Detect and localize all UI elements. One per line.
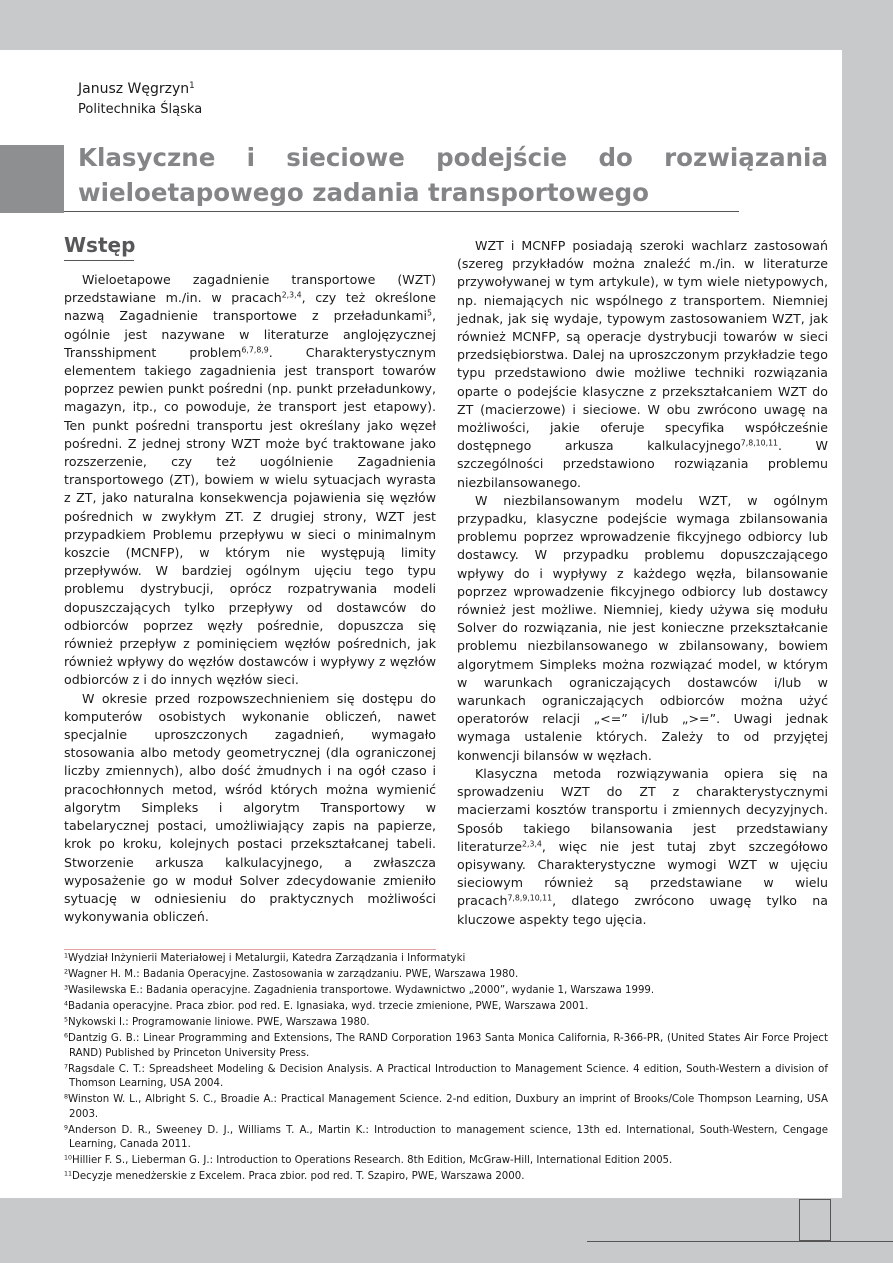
footnote-number: 2 bbox=[64, 968, 69, 976]
footnote-text: Decyzje menedżerskie z Excelem. Praca zbior. pod red. T. Szapiro, PWE, Warszawa 2000. bbox=[72, 1171, 525, 1182]
paragraph bbox=[457, 765, 828, 929]
paragraph-text: , więc nie jest tutaj zbyt szczegółowo opisywany. Charakterystyczne wymogi WZT w ujęciu sieciowym również są przedstawiane w wielu pracach bbox=[457, 838, 828, 909]
section-heading: Wstęp bbox=[64, 233, 136, 257]
paragraph-text: WZT i MCNFP posiadają szeroki wachlarz zastosowań (szereg przykładów można znaleźć m./in. w literaturze przywoływanej w tym artykule), w tym wiele nietypowych, np. niemających nic wspólnego z transportem. Niemniej jednak, jak się wydaje, typowym zastosowaniem WZT, jak również MCNFP, są operacje dystrybucji towarów w sieci przedsiębiorstwa. Dalej na uproszczonym przykładzie tego typu przedstawiono dwie możliwe techniki rozwiązania oparte o podejście klasyczne z przekształcaniem WZT do ZT (macierzowe) i sieciowe. W obu zwrócono uwagę na możliwości, jakie oferuje specyfika współcześnie dostępnego arkusza kalkulacyjnego bbox=[457, 238, 828, 454]
footnote-text: Anderson D. R., Sweeney D. J., Williams T. A., Martin K.: Introduction to management science, 13th ed. International, South-Western, Cengage Learning, Canada 2011. bbox=[68, 1124, 828, 1150]
paragraph-text: Klasyczna metoda rozwiązywania opiera się na sprowadzeniu WZT do ZT z charakterystycznymi macierzami kosztów transportu i zmiennych decyzyjnych. Sposób takiego bilansowania jest przedstawiany literaturze bbox=[457, 765, 828, 854]
footnote-number: 6 bbox=[64, 1032, 69, 1040]
footnote-text: Dantzig G. B.: Linear Programming and Extensions, The RAND Corporation 1963 Santa Monica California, R-366-PR, (United States Air Force Project RAND) Published by Princeton University Press. bbox=[68, 1033, 828, 1059]
paragraph-text: , dlatego zwrócono uwagę tylko na kluczowe aspekty tego ujęcia. bbox=[457, 893, 828, 927]
footnote-text: Wydział Inżynierii Materiałowej i Metalurgii, Katedra Zarządzania i Informatyki bbox=[68, 953, 466, 964]
footnote-text: Ragsdale C. T.: Spreadsheet Modeling & Decision Analysis. A Practical Introduction to Management Science. 4 edition, South-Western a division of Thomson Learning, USA 2004. bbox=[68, 1063, 828, 1089]
footnote-text: Nykowski I.: Programowanie liniowe. PWE, Warszawa 1980. bbox=[68, 1017, 370, 1028]
footnote bbox=[64, 1124, 828, 1153]
paragraph-text: . Charakterystycznym elementem takiego zagadnienia jest transport towarów poprzez pewien punkt pośredni (np. punkt przeładunkowy, magazyn, itp., co powoduje, że transport jest etapowy). Ten punkt pośredni transportu jest określany jako węzeł pośredni. Z jednej strony WZT może być traktowane jako rozszerzenie, czy też uogólnienie Zagadnienia transportowego (ZT), bowiem w wielu sytuacjach wyrasta z ZT, jako naturalna konsekwencja pojawienia się węzłów pośrednich w zwykłym ZT. Z drugiej strony, WZT jest przypadkiem Problemu przepływu w sieci o minimalnym koszcie (MCNFP), w którym nie występują limity przepływów. W bardziej ogólnym ujęciu tego typu problemu dystrybucji, oprócz rozpatrywania modeli dopuszczających tylko przepływy od dostawców do odbiorców poprzez węzły pośrednie, dopuszcza się również przepływ z pominięciem węzłów pośrednich, jak również wpływy do węzłów dostawców i wypływy z węzłów odbiorców z i do innych węzłów sieci. bbox=[64, 344, 436, 688]
paragraph-text: , ogólnie jest nazywane w literaturze anglojęzycznej Transshipment problem bbox=[64, 308, 436, 360]
title-side-tab bbox=[0, 145, 64, 213]
paragraph-text: W okresie przed rozpowszechnieniem się dostępu do komputerów osobistych wykonanie obliczeń, nawet specjalnie uproszczonych zagadnień, wymagało stosowania albo metody geometrycznej (dla ograniczonej liczby zmiennych), albo dość żmudnych i na ogół czaso i pracochłonnych metod, wśród których można wymienić algorytm Simpleks i algorytm Transportowy w tabelarycznej postaci, umożliwiający zapis na papierze, krok po kroku, kolejnych postaci przekształcanej tabeli. Stworzenie arkusza kalkulacyjnego, a zwłaszcza wyposażenie go w moduł Solver zdecydowanie zmieniło sytuację w odniesieniu do praktycznych możliwości wykonywania obliczeń. bbox=[64, 690, 436, 925]
right-margin-band bbox=[842, 0, 893, 1263]
citation-ref: 6,7,8,9 bbox=[241, 345, 269, 355]
paragraph bbox=[64, 271, 436, 690]
footnote bbox=[64, 1016, 828, 1031]
footnote-text: Wasilewska E.: Badania operacyjne. Zagadnienia transportowe. Wydawnictwo „2000”, wydanie 1, Warszawa 1999. bbox=[68, 985, 655, 996]
footnote bbox=[64, 1032, 828, 1061]
footnote-number: 5 bbox=[64, 1016, 69, 1024]
footnote bbox=[64, 1170, 828, 1185]
citation-ref: 7,8,10,11 bbox=[740, 438, 778, 448]
footnote bbox=[64, 1000, 828, 1015]
citation-ref: 5 bbox=[427, 309, 432, 319]
footnote-text: Hillier F. S., Lieberman G. J.: Introduction to Operations Research. 8th Edition, McGraw-Hill, International Edition 2005. bbox=[72, 1155, 673, 1166]
section-heading-underline bbox=[64, 260, 134, 261]
author-name: Janusz Węgrzyn$^1$ bbox=[78, 81, 195, 97]
citation-ref: 2,3,4 bbox=[281, 290, 302, 300]
footnote-number: 9 bbox=[64, 1124, 69, 1132]
footnotes bbox=[64, 952, 828, 1186]
citation-ref: 7,8,9,10,11 bbox=[507, 894, 553, 904]
bottom-margin-band bbox=[0, 1198, 893, 1263]
footnote-text: Badania operacyjne. Praca zbior. pod red. E. Ignasiaka, wyd. trzecie zmienione, PWE, Warszawa 2001. bbox=[68, 1001, 589, 1012]
footnote bbox=[64, 984, 828, 999]
top-margin-band bbox=[0, 0, 893, 50]
paragraph-text: . W szczególności przedstawiono rozwiązania problemu niezbilansowanego. bbox=[457, 438, 828, 490]
footnote-text: Winston W. L., Albright S. C., Broadie A.: Practical Management Science. 2-nd edition, Duxbury an imprint of Brooks/Cole Thompson Learning, USA 2003. bbox=[68, 1094, 828, 1120]
footnote-number: 11 bbox=[64, 1170, 73, 1178]
footnote-number: 10 bbox=[64, 1154, 73, 1162]
paragraph bbox=[457, 492, 828, 765]
article-title: Klasyczne i sieciowe podejście do rozwiązania wieloetapowego zadania transportowego bbox=[78, 143, 828, 207]
paragraph bbox=[64, 690, 436, 927]
author-footnote-ref: 1 bbox=[189, 81, 195, 92]
citation-ref: 2,3,4 bbox=[522, 839, 542, 849]
paragraph-text: W niezbilansowanym modelu WZT, w ogólnym przypadku, klasyczne podejście wymaga zbilansowania problemu poprzez wprowadzenie fikcyjnego odbiorcy lub dostawcy. W przypadku problemu dopuszczającego wpływy do i wypływy z każdego węzła, bilansowanie poprzez wprowadzenie fikcyjnego odbiorcy lub dostawcy również jest możliwe. Niemniej, kiedy używa się modułu Solver do rozwiązania, nie jest konieczne przekształcanie problemu niezbilansowanego w zbilansowany, bowiem algorytmem Simpleks można rozwiązać model, w którym w warunkach ograniczających dostawców i/lub w warunkach ograniczających odbiorców można użyć operatorów relacji „<=” i/lub „>=”. Uwagi jednak wymaga ustalenie których. Zależy to od przyjętej konwencji bilansów w węzłach. bbox=[457, 492, 828, 763]
footnote-number: 7 bbox=[64, 1063, 69, 1071]
title-rule bbox=[64, 211, 739, 212]
paragraph-text: , czy też określone nazwą Zagadnienie transportowe z przeładunkami bbox=[64, 290, 436, 324]
footnote-text: Wagner H. M.: Badania Operacyjne. Zastosowania w zarządzaniu. PWE, Warszawa 1980. bbox=[68, 969, 519, 980]
footnote bbox=[64, 952, 828, 967]
footnote-number: 4 bbox=[64, 1000, 69, 1008]
footnote-separator bbox=[64, 949, 436, 950]
bottom-rule bbox=[587, 1241, 893, 1242]
footnote-number: 3 bbox=[64, 984, 69, 992]
author-affiliation: Politechnika Śląska bbox=[78, 102, 203, 117]
footnote-number: 1 bbox=[64, 952, 69, 960]
paragraph bbox=[457, 237, 828, 492]
footnote bbox=[64, 1154, 828, 1169]
footnote bbox=[64, 1093, 828, 1122]
paragraph-text: Wieloetapowe zagadnienie transportowe (WZT) przedstawiane m./in. w pracach bbox=[64, 272, 436, 306]
footnote bbox=[64, 1063, 828, 1092]
left-column bbox=[64, 271, 436, 926]
footnote-number: 8 bbox=[64, 1093, 69, 1101]
page-number-box bbox=[799, 1199, 831, 1241]
footnote bbox=[64, 968, 828, 983]
right-column bbox=[457, 237, 828, 929]
